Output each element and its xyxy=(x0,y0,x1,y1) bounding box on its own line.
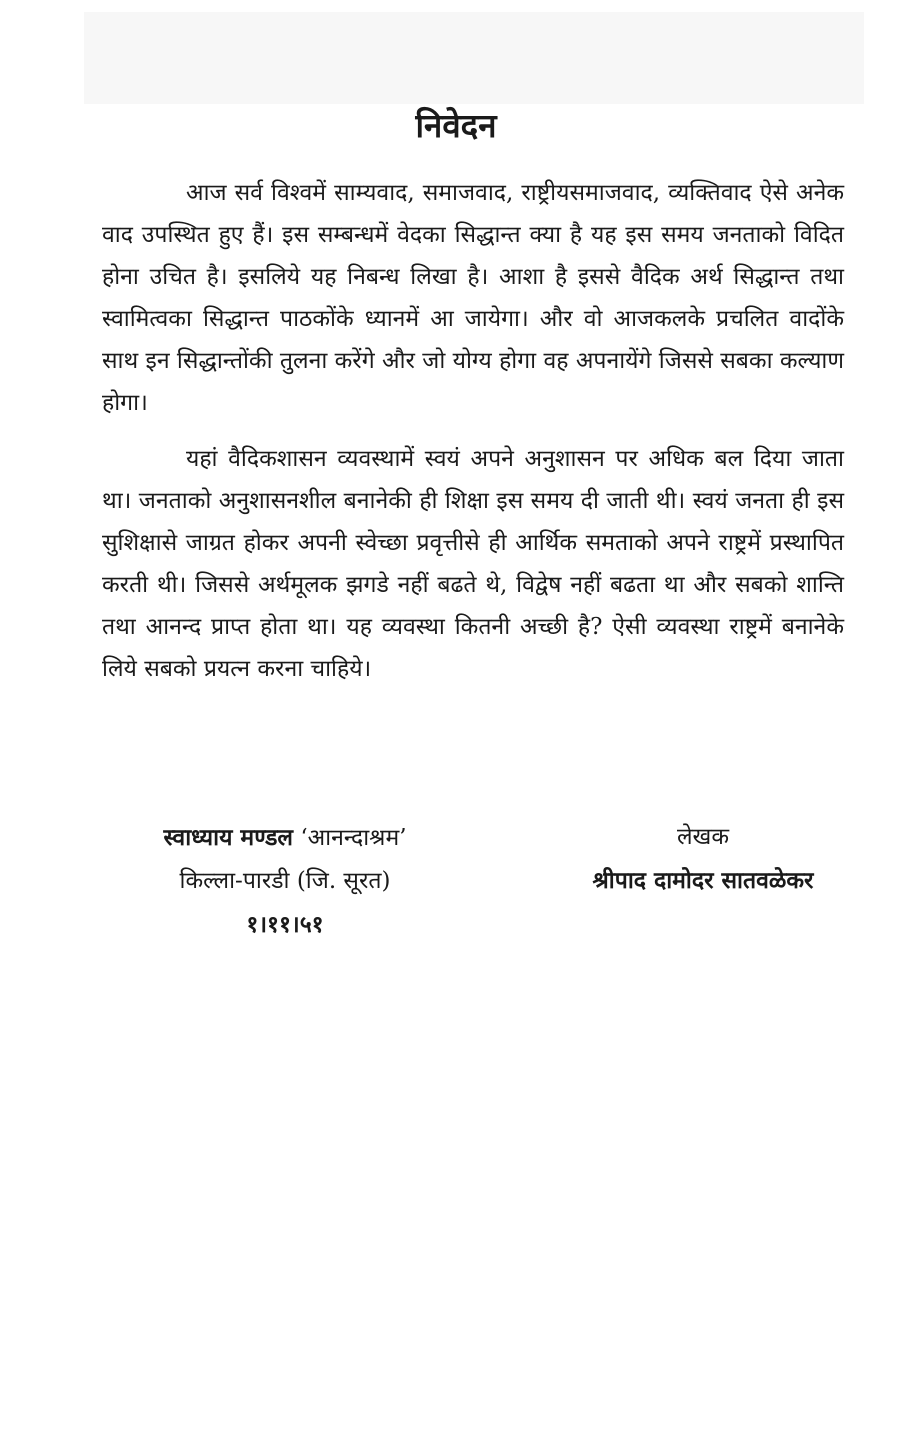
publisher-ashram: ‘आनन्दाश्रम’ xyxy=(300,825,407,851)
publisher-org: स्वाध्याय मण्डल xyxy=(163,824,294,851)
author-role: लेखक xyxy=(676,824,730,850)
page-title: निवेदन xyxy=(415,106,497,145)
paragraph-1: आज सर्व विश्वमें साम्यवाद, समाजवाद, राष्ट्रीयसमाजवाद, व्यक्तिवाद ऐसे अनेक वाद उपस्थित हुए हैं। इस सम्बन्धमें वेदका सिद्धान्त क्या है यह इस समय जनताको विदित होना उचित है। इसलिये यह निबन्ध लिखा है। आशा है इससे वैदिक अर्थ सिद्धान्त तथा स्वामित्वका सिद्धान्त पाठकोंके ध्यानमें आ जायेगा। और वो आजकलके प्रचलित वादोंके साथ इन सिद्धान्तोंकी तुलना करेंगे और जो योग्य होगा वह अपनायेंगे जिससे सबका कल्याण होगा। xyxy=(102,180,844,416)
author-signature xyxy=(560,816,846,902)
paragraph-2: यहां वैदिकशासन व्यवस्थामें स्वयं अपने अनुशासन पर अधिक बल दिया जाता था। जनताको अनुशासनशील बनानेकी ही शिक्षा इस समय दी जाती थी। स्वयं जनता ही इस सुशिक्षासे जाग्रत होकर अपनी स्वेच्छा प्रवृत्तीसे ही आर्थिक समताको अपने राष्ट्रमें प्रस्थापित करती थी। जिससे अर्थमूलक झगडे नहीं बढते थे, विद्वेष नहीं बढता था और सबको शान्ति तथा आनन्द प्राप्त होता था। यह व्यवस्था कितनी अच्छी है? ऐसी व्यवस्था राष्ट्रमें बनानेके लिये सबको प्रयत्न करना चाहिये। xyxy=(102,446,844,682)
publisher-address: किल्ला-पारडी (जि. सूरत) xyxy=(179,868,391,894)
publisher-date: १।११।५१ xyxy=(246,911,324,938)
body-text xyxy=(102,172,844,704)
author-name: श्रीपाद दामोदर सातवळेकर xyxy=(592,867,814,894)
publisher-name-line xyxy=(100,816,470,860)
header-shading xyxy=(84,12,864,104)
publisher-signature xyxy=(100,816,470,946)
